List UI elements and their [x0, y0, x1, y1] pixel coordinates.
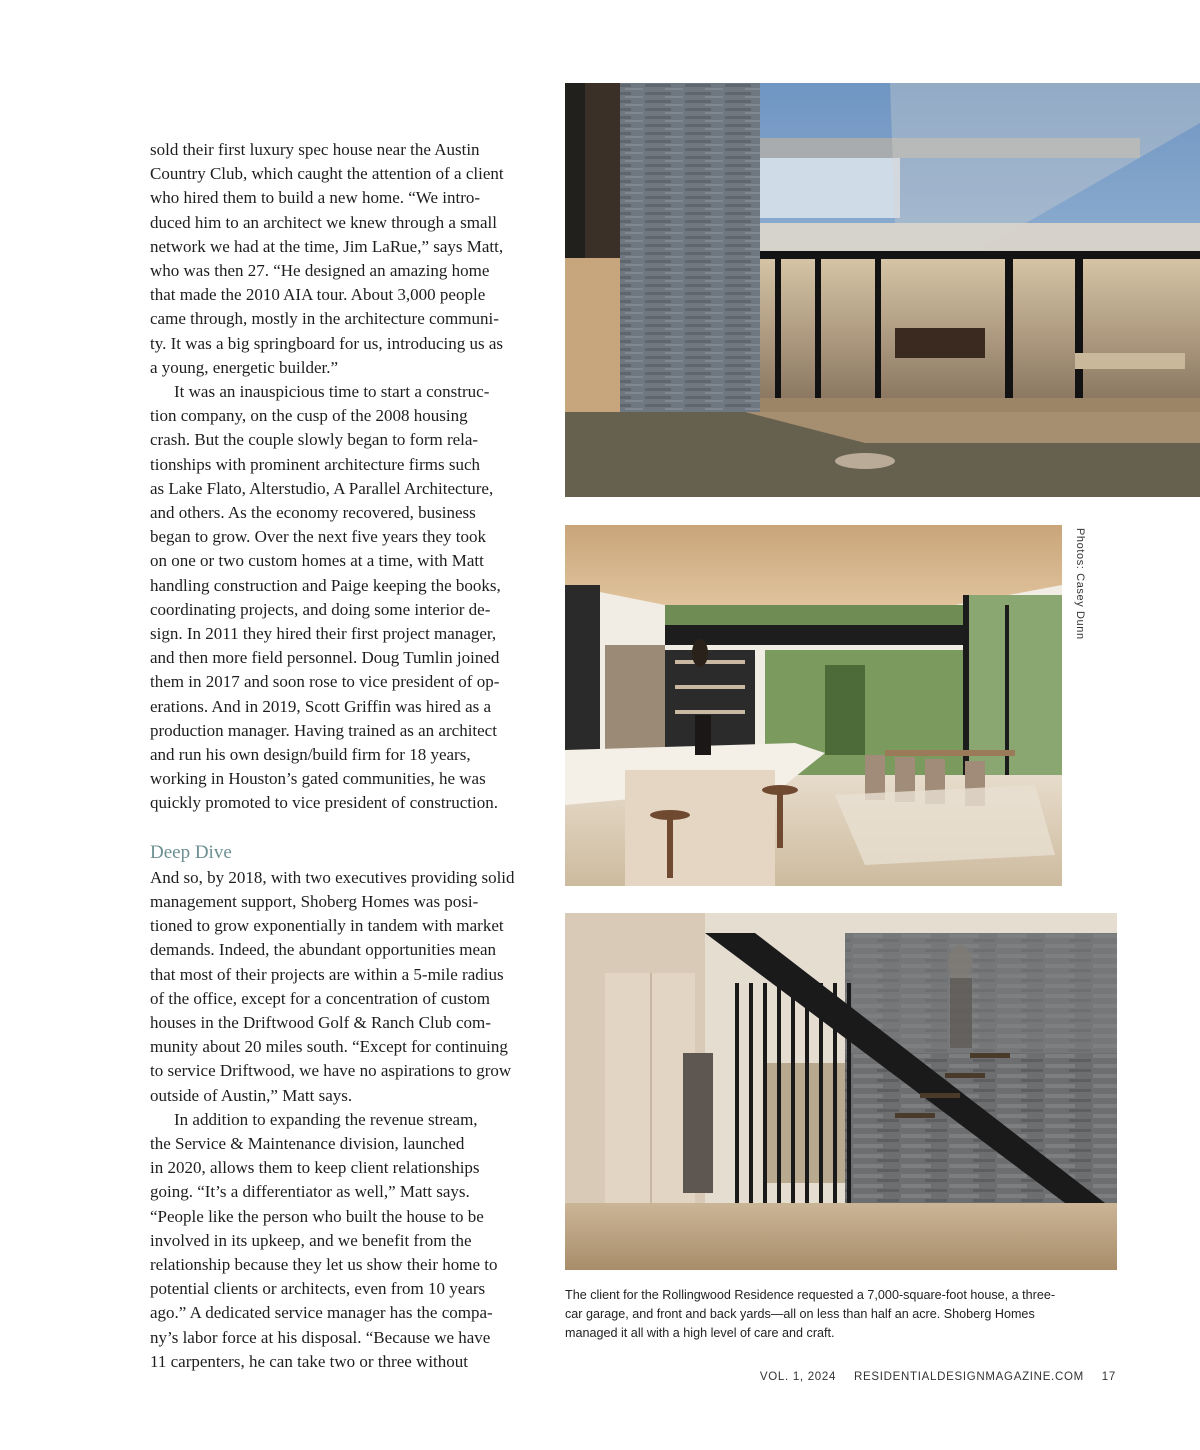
- text-line: and others. As the economy recovered, business: [150, 503, 476, 523]
- photo-caption: [565, 1286, 1115, 1343]
- text-line: and then more field personnel. Doug Tumlin joined: [150, 648, 500, 668]
- text-line: working in Houston’s gated communities, he was: [150, 769, 486, 789]
- photo-credit-text: Photos: Casey Dunn: [1074, 528, 1086, 640]
- text-line: potential clients or architects, even from 10 years: [150, 1279, 486, 1299]
- staircase-photo: [565, 913, 1117, 1270]
- page-footer: [760, 1371, 1116, 1383]
- text-line: that most of their projects are within a 5-mile radius: [150, 964, 504, 984]
- photo-credit: [1072, 528, 1086, 648]
- text-line: a young, energetic builder.”: [150, 357, 339, 377]
- paragraph-2: [150, 380, 540, 816]
- text-line: It was an inauspicious time to start a construc-: [174, 382, 490, 402]
- text-line: of the office, except for a concentration of custom: [150, 988, 491, 1008]
- text-line: outside of Austin,” Matt says.: [150, 1085, 353, 1105]
- text-line: who hired them to build a new home. “We intro-: [150, 188, 481, 208]
- exterior-courtyard-photo: [565, 83, 1200, 497]
- text-line: tion company, on the cusp of the 2008 housing: [150, 406, 468, 426]
- text-line: on one or two custom homes at a time, with Matt: [150, 551, 484, 571]
- text-line: Country Club, which caught the attention of a client: [150, 164, 504, 184]
- text-line: to service Driftwood, we have no aspirations to grow: [150, 1061, 512, 1081]
- text-line: the Service & Maintenance division, launched: [150, 1133, 465, 1153]
- text-line: began to grow. Over the next five years they took: [150, 527, 486, 547]
- text-line: came through, mostly in the architecture communi-: [150, 309, 499, 329]
- text-line: tioned to grow exponentially in tandem with market: [150, 916, 504, 936]
- text-line: involved in its upkeep, and we benefit from the: [150, 1230, 472, 1250]
- text-line: and run his own design/build firm for 18 years,: [150, 745, 471, 765]
- paragraph-3: [150, 866, 540, 1108]
- caption-line: managed it all with a high level of care and craft.: [565, 1326, 835, 1340]
- text-line: network we had at the time, Jim LaRue,” says Matt,: [150, 236, 504, 256]
- text-line: tionships with prominent architecture firms such: [150, 454, 481, 474]
- text-line: ago.” A dedicated service manager has the compa-: [150, 1303, 493, 1323]
- section-subhead: Deep Dive: [150, 841, 232, 863]
- caption-line: The client for the Rollingwood Residence requested a 7,000-square-foot house, a three-: [565, 1288, 1056, 1302]
- text-line: sold their first luxury spec house near the Austin: [150, 140, 480, 159]
- text-line: in 2020, allows them to keep client relationships: [150, 1158, 480, 1178]
- paragraph-1: [150, 138, 540, 380]
- text-line: “People like the person who built the house to be: [150, 1206, 484, 1226]
- text-line: coordinating projects, and doing some interior de-: [150, 599, 491, 619]
- text-line: In addition to expanding the revenue stream,: [174, 1109, 478, 1129]
- text-line: that made the 2010 AIA tour. About 3,000 people: [150, 285, 486, 305]
- text-line: munity about 20 miles south. “Except for continuing: [150, 1037, 508, 1057]
- text-line: And so, by 2018, with two executives providing solid: [150, 867, 515, 887]
- paragraph-4: [150, 1108, 540, 1374]
- text-line: production manager. Having trained as an architect: [150, 720, 497, 740]
- text-line: erations. And in 2019, Scott Griffin was hired as a: [150, 696, 492, 716]
- article-body: [150, 138, 540, 1374]
- kitchen-dining-photo: [565, 525, 1062, 886]
- text-line: duced him to an architect we knew through a small: [150, 212, 497, 232]
- footer-website: RESIDENTIALDESIGNMAGAZINE.COM: [854, 1371, 1084, 1383]
- page-number: 17: [1101, 1371, 1116, 1383]
- text-line: crash. But the couple slowly began to form rela-: [150, 430, 479, 450]
- text-line: management support, Shoberg Homes was posi-: [150, 891, 479, 911]
- footer-volume: VOL. 1, 2024: [759, 1371, 837, 1383]
- text-line: sign. In 2011 they hired their first project manager,: [150, 624, 497, 644]
- text-line: handling construction and Paige keeping the books,: [150, 575, 501, 595]
- text-line: relationship because they let us show their home to: [150, 1254, 498, 1274]
- text-line: ny’s labor force at his disposal. “Because we have: [150, 1327, 491, 1347]
- text-line: as Lake Flato, Alterstudio, A Parallel Architecture,: [150, 478, 494, 498]
- text-line: demands. Indeed, the abundant opportunities mean: [150, 940, 497, 960]
- caption-line: car garage, and front and back yards—all on less than half an acre. Shoberg Homes: [565, 1307, 1035, 1321]
- text-line: ty. It was a big springboard for us, introducing us as: [150, 333, 504, 353]
- text-line: who was then 27. “He designed an amazing home: [150, 261, 490, 281]
- text-line: quickly promoted to vice president of construction.: [150, 793, 498, 813]
- text-line: them in 2017 and soon rose to vice president of op-: [150, 672, 500, 692]
- text-line: 11 carpenters, he can take two or three without: [150, 1351, 468, 1371]
- text-line: going. “It’s a differentiator as well,” Matt says.: [150, 1182, 470, 1202]
- text-line: houses in the Driftwood Golf & Ranch Club com-: [150, 1012, 491, 1032]
